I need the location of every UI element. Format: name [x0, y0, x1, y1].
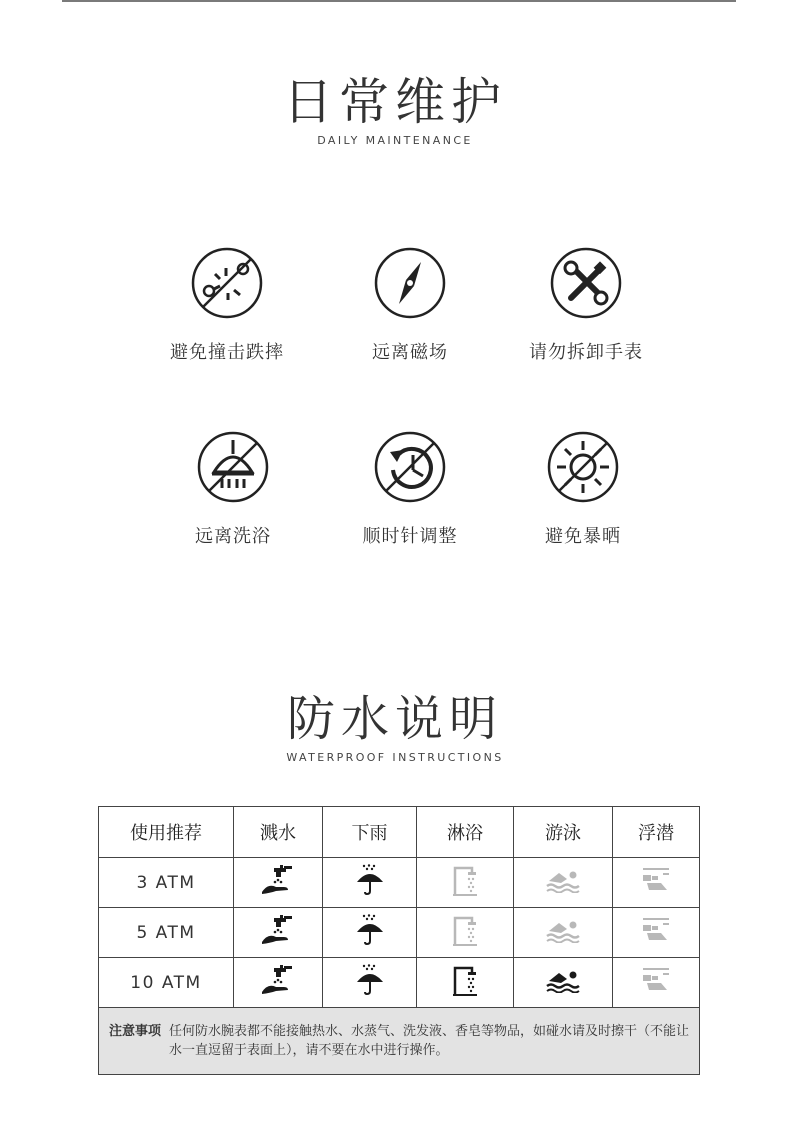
- shower-icon: [452, 964, 478, 1001]
- top-divider: [62, 0, 736, 2]
- maintenance-title: 日常维护: [283, 73, 507, 131]
- cell-rain: [323, 958, 417, 1008]
- shower-icon: [452, 864, 478, 901]
- cell-snorkel: [613, 908, 700, 958]
- table-row: [99, 958, 700, 1008]
- rain-icon: [355, 964, 385, 1001]
- snorkel-icon: [639, 866, 673, 899]
- splash-icon: [260, 865, 296, 900]
- note-text: 任何防水腕表都不能接触热水、水蒸气、洗发液、香皂等物品，如碰水请及时擦干（不能让水一直逗留于表面上），请不要在水中进行操作。: [169, 1024, 690, 1058]
- row-level: 10 ATM: [99, 958, 234, 1008]
- cell-swim: [514, 958, 613, 1008]
- tools-icon: [549, 246, 623, 320]
- table-row: [99, 858, 700, 908]
- cell-snorkel: [613, 858, 700, 908]
- shower-icon: [452, 914, 478, 951]
- table-row: [99, 908, 700, 958]
- splash-icon: [260, 915, 296, 950]
- row-level: 3 ATM: [99, 858, 234, 908]
- cell-splash: [234, 908, 323, 958]
- care-label: 避免暴晒: [545, 526, 621, 547]
- rain-icon: [355, 864, 385, 901]
- header-snorkel: 浮潜: [613, 807, 700, 858]
- maintenance-subtitle: DAILY MAINTENANCE: [317, 134, 473, 147]
- cell-splash: [234, 958, 323, 1008]
- header-swim: 游泳: [514, 807, 613, 858]
- note-cell: [99, 1008, 700, 1075]
- note-row: [99, 1008, 700, 1075]
- care-item-no-disassembly: [486, 246, 686, 364]
- snorkel-icon: [639, 966, 673, 999]
- cell-shower: [417, 908, 514, 958]
- care-label: 请勿拆卸手表: [529, 342, 643, 363]
- cell-rain: [323, 908, 417, 958]
- header-recommendation: 使用推荐: [99, 807, 234, 858]
- cell-snorkel: [613, 958, 700, 1008]
- care-item-no-sun: [483, 430, 683, 548]
- care-label: 避免撞击跌摔: [170, 342, 284, 363]
- clockwise-icon: [373, 430, 447, 504]
- waterproof-table: [98, 806, 700, 1075]
- row-level: 5 ATM: [99, 908, 234, 958]
- splash-icon: [260, 965, 296, 1000]
- header-rain: 下雨: [323, 807, 417, 858]
- swim-icon: [545, 967, 581, 998]
- no-shower-icon: [196, 430, 270, 504]
- cell-shower: [417, 858, 514, 908]
- care-item-no-shower: [133, 430, 333, 548]
- snorkel-icon: [639, 916, 673, 949]
- note-label: 注意事项: [109, 1024, 162, 1039]
- care-item-magnetic: [310, 246, 510, 364]
- no-sun-icon: [546, 430, 620, 504]
- rain-icon: [355, 914, 385, 951]
- cell-shower: [417, 958, 514, 1008]
- care-label: 远离洗浴: [195, 526, 271, 547]
- cell-swim: [514, 908, 613, 958]
- care-item-no-impact: [127, 246, 327, 364]
- waterproof-subtitle: WATERPROOF INSTRUCTIONS: [286, 751, 504, 764]
- cell-splash: [234, 858, 323, 908]
- table-header-row: [99, 807, 700, 858]
- compass-icon: [373, 246, 447, 320]
- care-item-clockwise: [310, 430, 510, 548]
- cell-rain: [323, 858, 417, 908]
- care-label: 远离磁场: [372, 342, 448, 363]
- no-impact-icon: [190, 246, 264, 320]
- care-label: 顺时针调整: [362, 526, 458, 547]
- cell-swim: [514, 858, 613, 908]
- swim-icon: [545, 867, 581, 898]
- header-splash: 溅水: [234, 807, 323, 858]
- swim-icon: [545, 917, 581, 948]
- waterproof-title: 防水说明: [286, 691, 503, 747]
- header-shower: 淋浴: [417, 807, 514, 858]
